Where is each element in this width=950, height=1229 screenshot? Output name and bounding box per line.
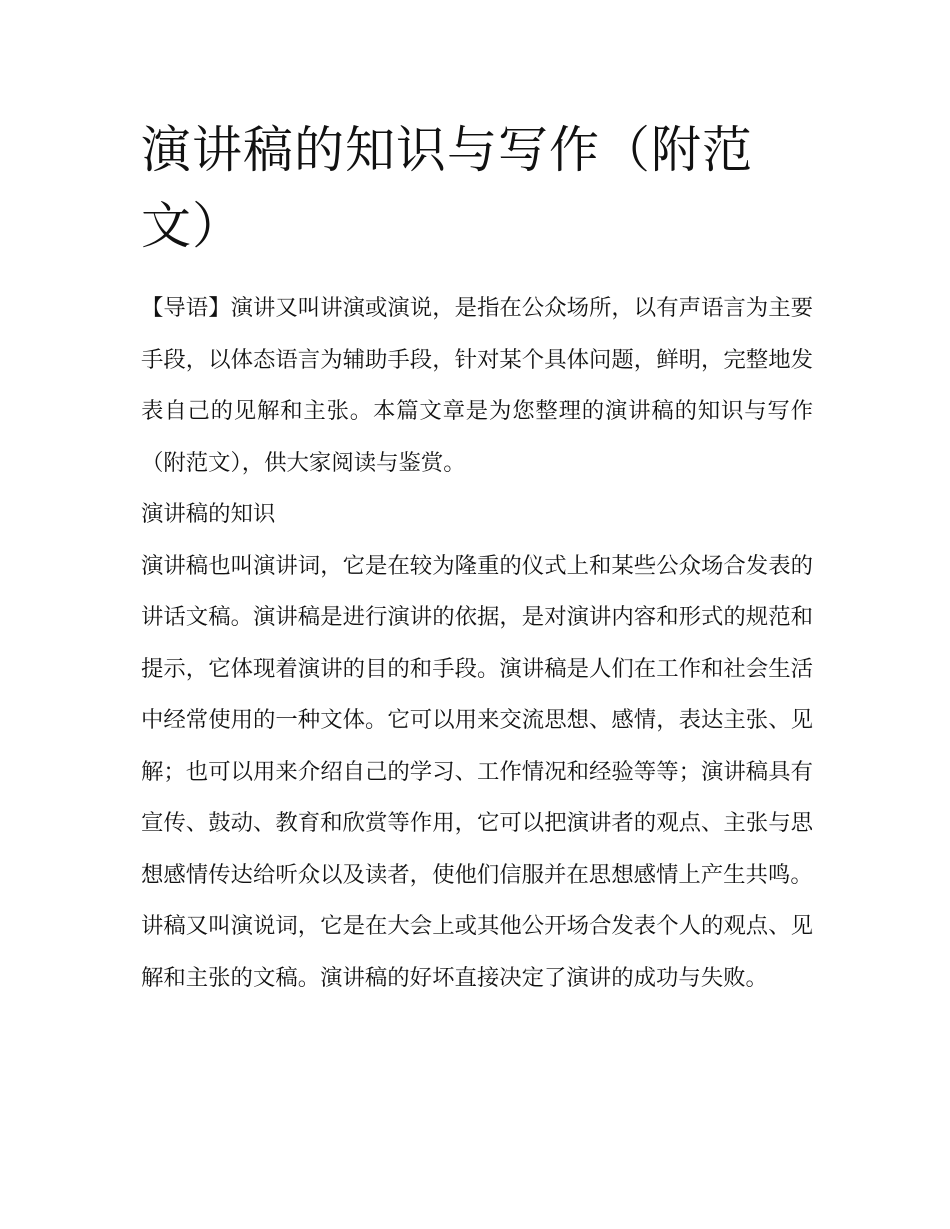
body-paragraph: 演讲稿也叫演讲词，它是在较为隆重的仪式上和某些公众场合发表的讲话文稿。演讲稿是进行演讲的依据，是对演讲内容和形式的规范和提示，它体现着演讲的目的和手段。演讲稿是人们在工作和社会生活中经常使用的一种文体。它可以用来交流思想、感情，表达主张、见解；也可以用来介绍自己的学习、工作情况和经验等等；演讲稿具有宣传、鼓动、教育和欣赏等作用，它可以把演讲者的观点、主张与思想感情传达给听众以及读者，使他们信服并在思想感情上产生共鸣。	[141, 552, 813, 888]
intro-paragraph: 【导语】演讲又叫讲演或演说，是指在公众场所，以有声语言为主要手段，以体态语言为辅助手段，针对某个具体问题，鲜明，完整地发表自己的见解和主张。本篇文章是为您整理的演讲稿的知识与写作（附范文），供大家阅读与鉴赏。	[141, 295, 813, 476]
document-body	[141, 283, 813, 1004]
body-paragraph: 讲稿又叫演说词，它是在大会上或其他公开场合发表个人的观点、见解和主张的文稿。演讲稿的好坏直接决定了演讲的成功与失败。	[141, 913, 813, 991]
section-heading: 演讲稿的知识	[141, 501, 276, 527]
document-page	[141, 112, 813, 1004]
document-title: 演讲稿的知识与写作（附范文）	[141, 121, 753, 255]
